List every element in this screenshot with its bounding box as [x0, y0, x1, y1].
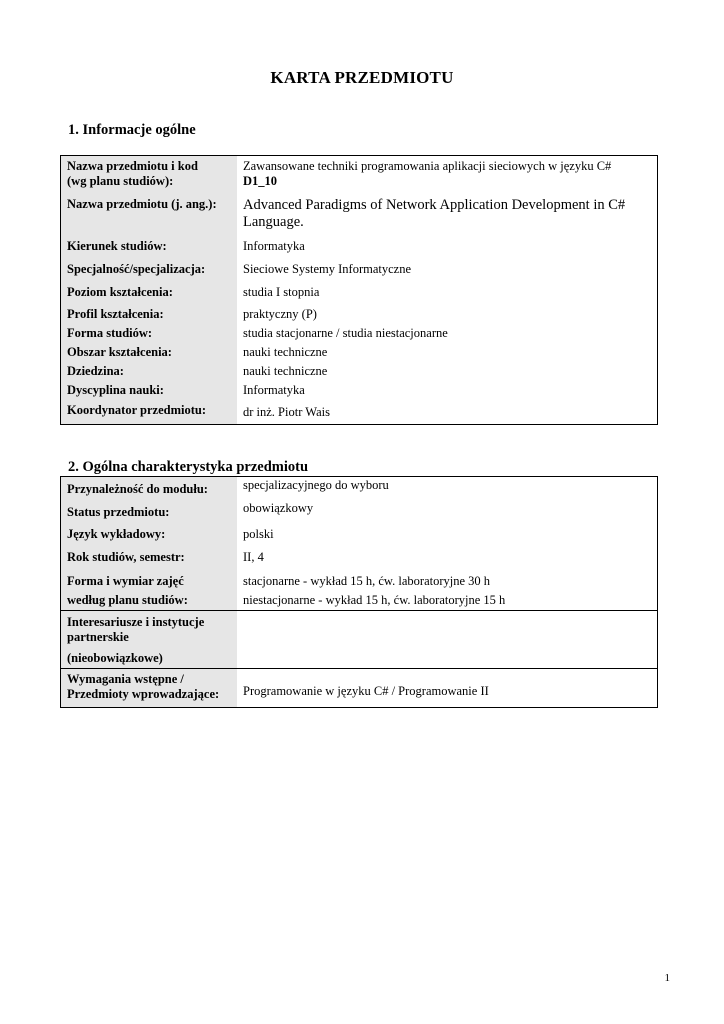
row-value: polski	[243, 527, 274, 541]
row-divider	[61, 668, 657, 669]
row-label: Profil kształcenia:	[67, 307, 164, 321]
row-label: Kierunek studiów:	[67, 239, 167, 253]
row-label: Nazwa przedmiotu i kod (wg planu studiów):	[67, 159, 198, 188]
row-value	[243, 159, 651, 189]
row-label: Wymagania wstępne / Przedmioty wprowadzające:	[67, 672, 220, 701]
row-value: studia I stopnia	[243, 285, 320, 299]
row-value: Sieciowe Systemy Informatyczne	[243, 262, 412, 276]
general-info-table	[60, 155, 658, 425]
row-label: Poziom kształcenia:	[67, 285, 173, 299]
row-label: Rok studiów, semestr:	[67, 550, 185, 564]
row-label	[67, 615, 237, 666]
row-value: dr inż. Piotr Wais	[243, 405, 330, 419]
row-label: Język wykładowy:	[67, 527, 166, 541]
row-value: Informatyka	[243, 383, 305, 397]
row-label: Przynależność do modułu:	[67, 482, 208, 496]
section-1-heading: 1. Informacje ogólne	[68, 122, 196, 138]
section-2-heading: 2. Ogólna charakterystyka przedmiotu	[68, 459, 309, 475]
stakeholders-label-line-2: partnerskie	[67, 630, 129, 644]
characteristics-table	[60, 476, 658, 708]
row-label: Nazwa przedmiotu (j. ang.):	[67, 197, 217, 211]
row-label: Koordynator przedmiotu:	[67, 403, 206, 417]
row-value: studia stacjonarne / studia niestacjonarne	[243, 326, 448, 340]
row-label: Dziedzina:	[67, 364, 124, 378]
row-value: II, 4	[243, 550, 264, 564]
row-label: Status przedmiotu:	[67, 505, 170, 519]
row-value: obowiązkowy	[243, 501, 314, 515]
row-label: Forma studiów:	[67, 326, 153, 340]
row-value: Informatyka	[243, 239, 305, 253]
page-number: 1	[664, 972, 670, 984]
row-value: stacjonarne - wykład 15 h, ćw. laboratoryjne 30 h niestacjonarne - wykład 15 h, ćw. laboratoryjne 15 h	[243, 574, 506, 607]
document-title: KARTA PRZEDMIOTU	[270, 68, 454, 87]
row-value: Programowanie w języku C# / Programowanie II	[243, 684, 489, 698]
subject-name: Zawansowane techniki programowania aplikacji sieciowych w języku C#	[243, 159, 612, 173]
stakeholders-label-line-1: Interesariusze i instytucje	[67, 615, 205, 629]
row-label: Obszar kształcenia:	[67, 345, 172, 359]
subject-code: D1_10	[243, 174, 278, 188]
row-value: nauki techniczne	[243, 345, 328, 359]
stakeholders-label-line-3: (nieobowiązkowe)	[67, 651, 163, 665]
row-value: specjalizacyjnego do wyboru	[243, 478, 389, 492]
row-label: Dyscyplina nauki:	[67, 383, 164, 397]
row-value: Advanced Paradigms of Network Application Development in C# Language.	[243, 197, 626, 230]
row-value: nauki techniczne	[243, 364, 328, 378]
row-value: praktyczny (P)	[243, 307, 317, 321]
row-divider	[61, 610, 657, 611]
row-label: Forma i wymiar zajęć według planu studiów:	[67, 574, 188, 607]
row-label: Specjalność/specjalizacja:	[67, 262, 206, 276]
